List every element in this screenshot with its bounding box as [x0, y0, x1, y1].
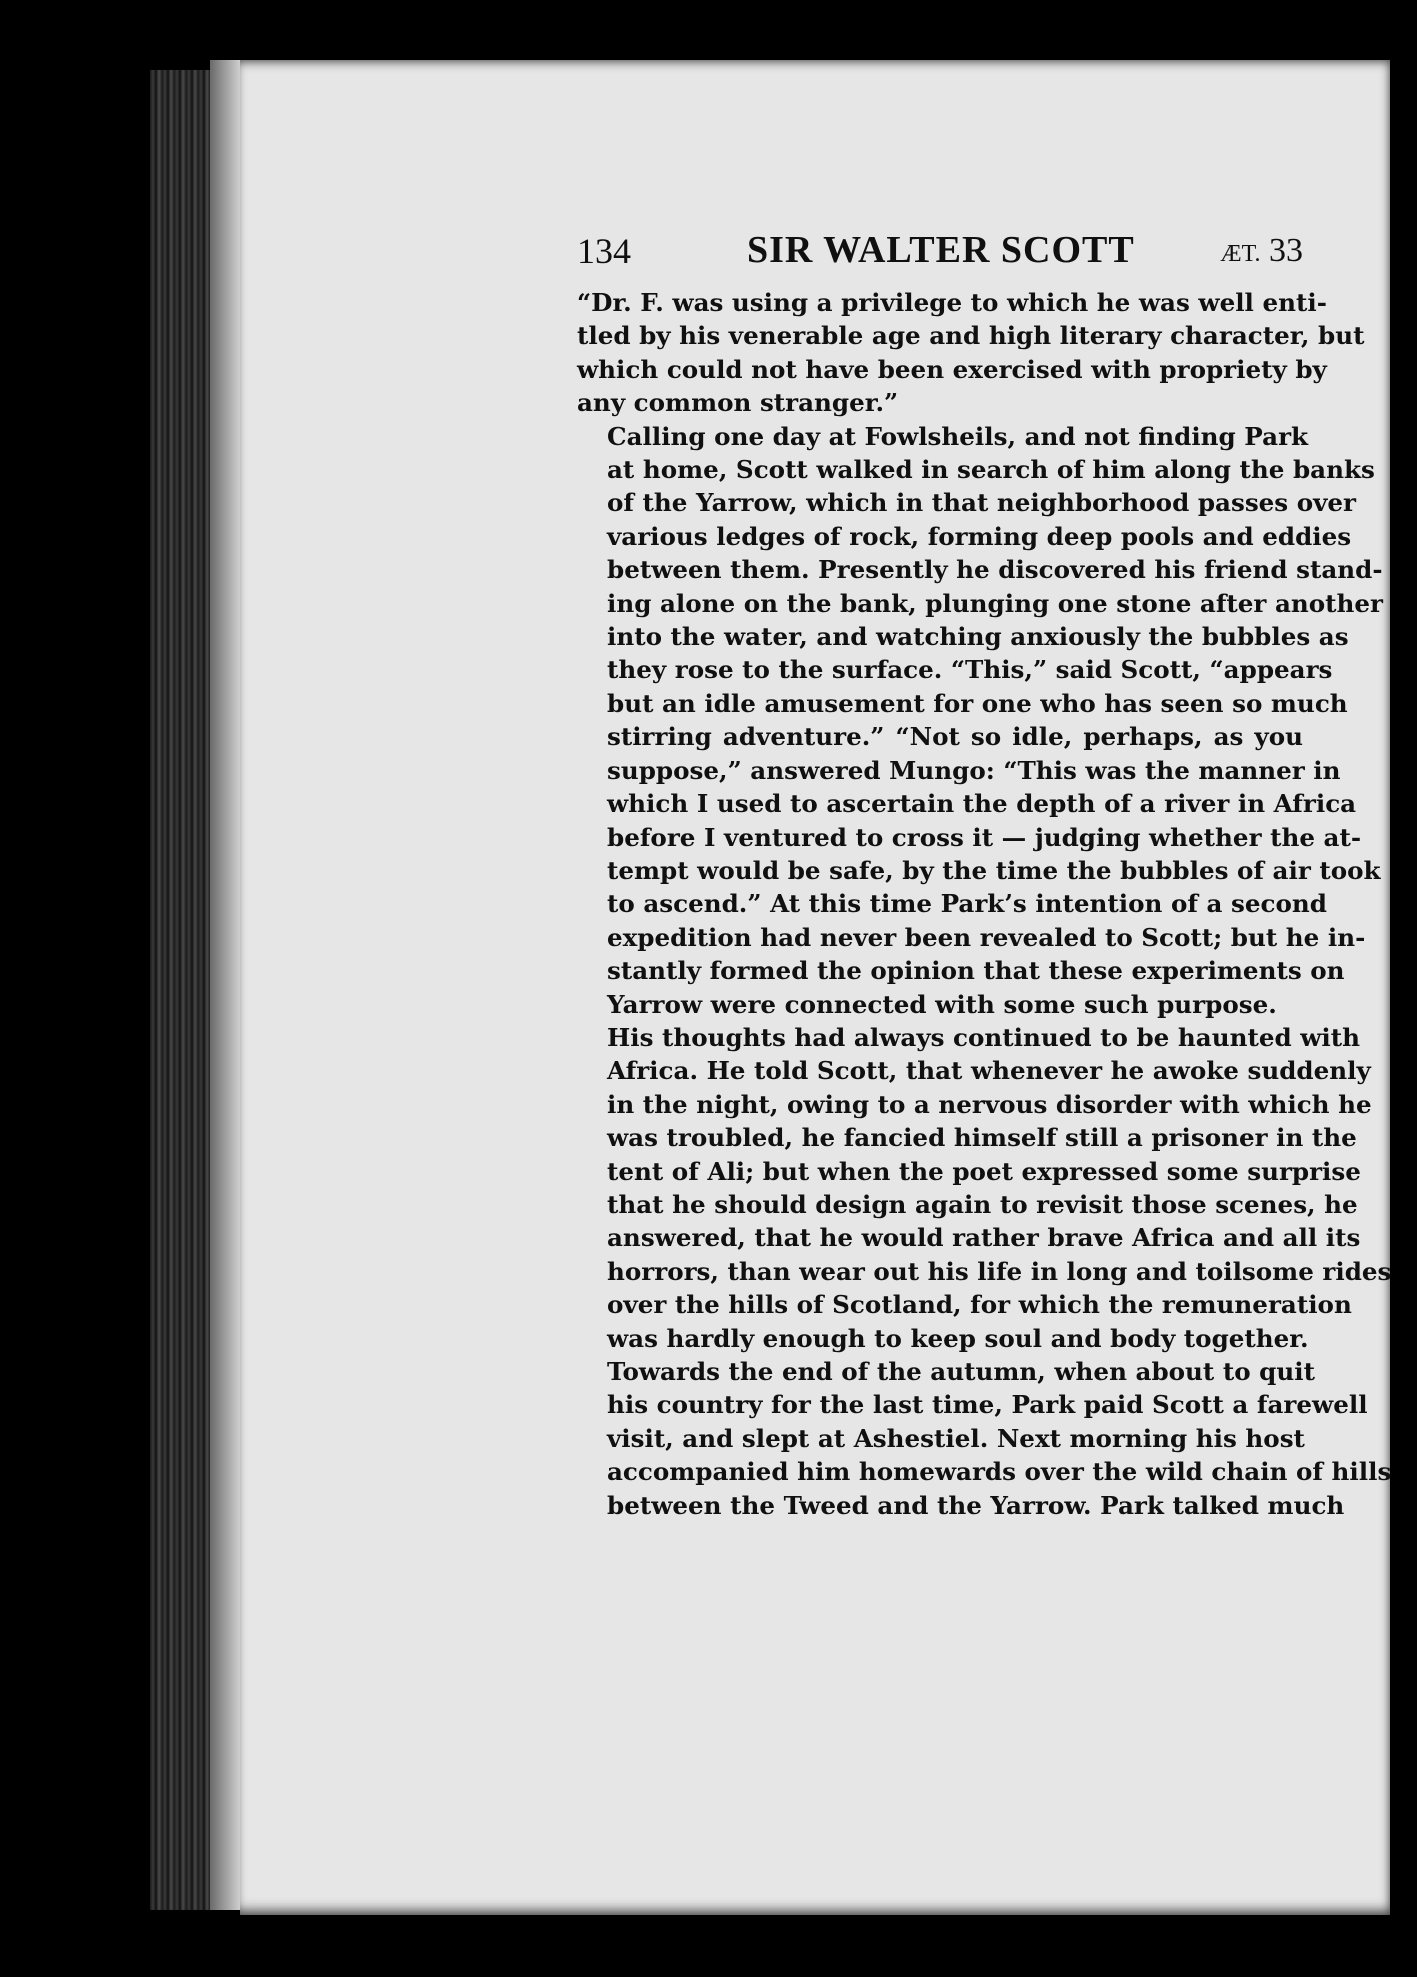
age-value: 33 [1269, 232, 1303, 269]
text-line: that he should design again to revisit those scenes, he [607, 1189, 1358, 1219]
text-line: Africa. He told Scott, that whenever he awoke suddenly [607, 1056, 1371, 1086]
text-line: accompanied him homewards over the wild chain of hills [607, 1457, 1392, 1487]
text-line: between the Tweed and the Yarrow. Park talked much [607, 1490, 1345, 1520]
running-header [577, 226, 1303, 286]
text-line: various ledges of rock, forming deep pools and eddies [607, 521, 1352, 551]
text-line: “Dr. F. was using a privilege to which he was well enti- [577, 288, 1327, 317]
text-line: his country for the last time, Park paid Scott a farewell [607, 1390, 1368, 1420]
text-line: Towards the end of the autumn, when about to quit [607, 1357, 1315, 1386]
text-line: tled by his venerable age and high literary character, but [577, 321, 1365, 351]
paragraph-farewell [577, 1355, 1392, 1522]
text-line: they rose to the surface. “This,” said Scott, “appears [607, 655, 1333, 685]
text-line: to ascend.” At this time Park’s intention of a second [607, 889, 1327, 919]
text-line: but an idle amusement for one who has seen so much [607, 688, 1348, 718]
text-line: expedition had never been revealed to Scott; but he in- [607, 922, 1366, 952]
paragraph-africa [577, 1021, 1392, 1355]
text-line: His thoughts had always continued to be haunted with [607, 1022, 1360, 1052]
text-line: into the water, and watching anxiously the bubbles as [607, 622, 1349, 652]
text-line: of the Yarrow, which in that neighborhood passes over [607, 488, 1357, 518]
text-line: any common stranger.” [577, 388, 899, 418]
running-title: SIR WALTER SCOTT [747, 229, 1135, 271]
text-line: horrors, than wear out his life in long and toilsome rides [607, 1256, 1392, 1286]
page-text-block [577, 226, 1392, 1522]
text-line: was troubled, he fancied himself still a prisoner in the [607, 1123, 1357, 1153]
paragraph-fowlsheils [577, 420, 1384, 1021]
text-line: which could not have been exercised with propriety by [577, 354, 1327, 384]
text-line: which I used to ascertain the depth of a river in Africa [607, 789, 1357, 819]
text-line: was hardly enough to keep soul and body together. [607, 1323, 1309, 1353]
text-line: suppose,” answered Mungo: “This was the manner in [607, 755, 1341, 785]
text-line: Calling one day at Fowlsheils, and not finding Park [607, 421, 1309, 451]
text-line: stantly formed the opinion that these experiments on [607, 956, 1345, 986]
text-line: at home, Scott walked in search of him along the banks [607, 455, 1375, 485]
text-line: answered, that he would rather brave Africa and all its [607, 1223, 1361, 1253]
text-line: between them. Presently he discovered his friend stand- [607, 555, 1383, 585]
text-line: visit, and slept at Ashestiel. Next morning his host [607, 1423, 1305, 1453]
age-label [1220, 232, 1303, 270]
text-line: ing alone on the bank, plunging one stone after another [607, 588, 1384, 618]
text-line: stirring adventure.” “Not so idle, perhaps, as you [607, 722, 1303, 752]
age-prefix: ÆT. [1220, 241, 1261, 267]
text-line: in the night, owing to a nervous disorder with which he [607, 1089, 1372, 1119]
text-line: before I ventured to cross it — judging whether the at- [607, 822, 1362, 852]
page-number: 134 [577, 231, 631, 271]
paragraph-quote-end [577, 286, 1365, 420]
text-line: tent of Ali; but when the poet expressed some surprise [607, 1156, 1361, 1186]
text-line: over the hills of Scotland, for which the remuneration [607, 1290, 1352, 1320]
text-line: tempt would be safe, by the time the bubbles of air took [607, 855, 1381, 885]
text-line: Yarrow were connected with some such purpose. [607, 989, 1277, 1019]
